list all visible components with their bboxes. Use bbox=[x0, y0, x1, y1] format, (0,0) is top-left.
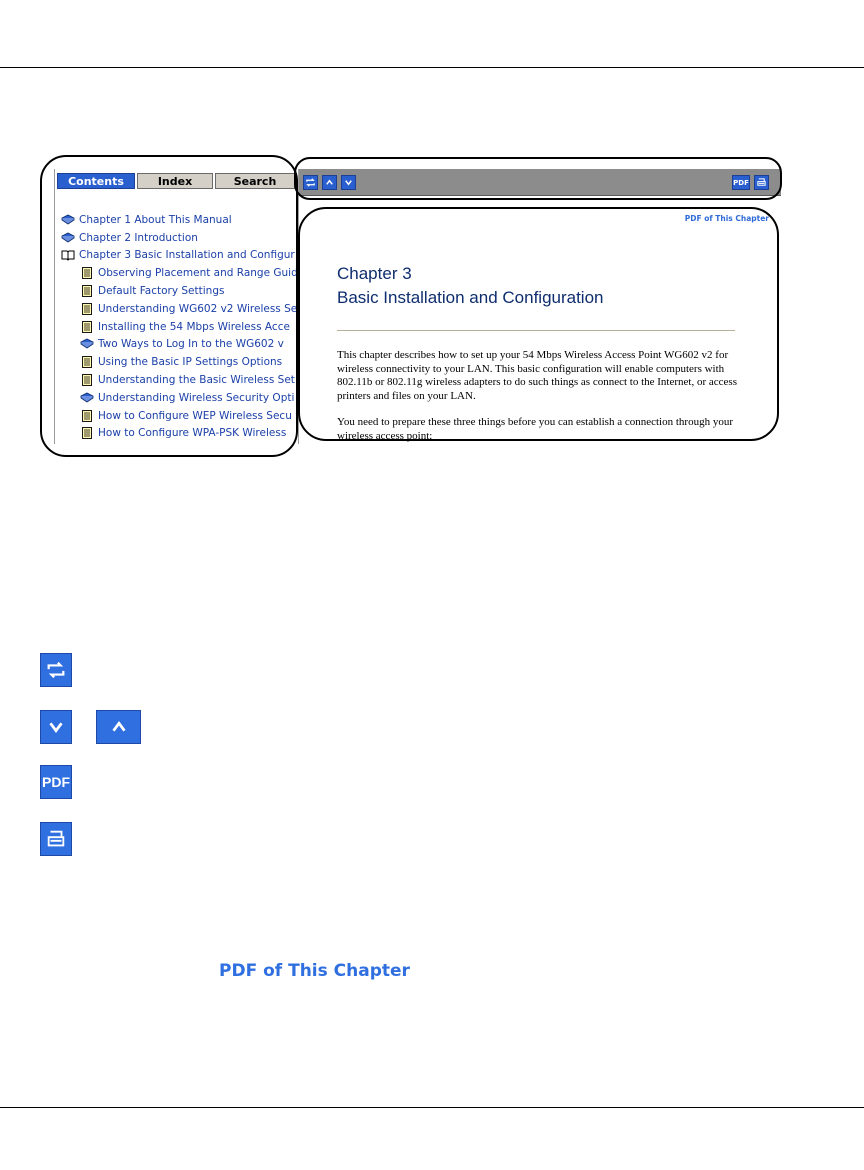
tab-index[interactable]: Index bbox=[137, 173, 213, 189]
callout-ring-toolbar bbox=[294, 157, 782, 200]
toc-item-label: Using the Basic IP Settings Options bbox=[98, 356, 283, 369]
sync-button-large bbox=[40, 653, 72, 687]
print-button-large bbox=[40, 822, 72, 856]
chapter-name: Basic Installation and Configuration bbox=[337, 288, 604, 307]
chapter-paragraph-2: You need to prepare these three things before you can establish a connection through your wireless access point: bbox=[337, 416, 733, 442]
footer-rule bbox=[0, 1107, 864, 1108]
toc-item-label: Chapter 2 Introduction bbox=[79, 231, 198, 244]
chapter-number: Chapter 3 bbox=[337, 264, 412, 283]
tab-search[interactable]: Search bbox=[215, 173, 295, 189]
toc-item-label: Understanding Wireless Security Opti bbox=[98, 391, 295, 404]
toc-item-label: How to Configure WPA-PSK Wireless bbox=[98, 427, 287, 440]
callout-ring-content bbox=[298, 207, 779, 441]
chevron-down-icon bbox=[45, 716, 67, 738]
pdf-button-large bbox=[40, 765, 72, 799]
toc-item-label: Chapter 3 Basic Installation and Configur bbox=[79, 249, 295, 262]
pdf-icon: PDF bbox=[733, 178, 749, 187]
toc-item-label: Chapter 1 About This Manual bbox=[79, 213, 232, 226]
callout-ring-navigation bbox=[40, 155, 298, 457]
printer-icon bbox=[45, 828, 67, 850]
toc-item-label: Default Factory Settings bbox=[98, 285, 225, 298]
pdf-of-chapter-link-large: PDF of This Chapter bbox=[219, 961, 410, 981]
toc-item-label: Understanding WG602 v2 Wireless Se bbox=[98, 302, 298, 315]
pdf-icon: PDF bbox=[42, 774, 70, 790]
toc-item-label: How to Configure WEP Wireless Secu bbox=[98, 409, 292, 422]
previous-button-large bbox=[96, 710, 141, 744]
chapter-paragraph-1: This chapter describes how to set up your 54 Mbps Wireless Access Point WG602 v2 for wireless connectivity to your LAN. This basic configuration will enable computers with 802.11b or 802.11g wireless adapters to do such things as connect to the Internet, or access printers and files on your LAN. bbox=[337, 349, 737, 402]
sync-icon bbox=[45, 659, 67, 681]
next-button-large bbox=[40, 710, 72, 744]
tab-contents[interactable]: Contents bbox=[57, 173, 135, 189]
pdf-of-chapter-link[interactable]: PDF of This Chapter bbox=[684, 214, 769, 223]
header-rule bbox=[0, 67, 864, 68]
toc-item-label: Installing the 54 Mbps Wireless Acce bbox=[98, 320, 290, 333]
toc-item-label: Understanding the Basic Wireless Set bbox=[98, 374, 295, 387]
toc-item-label: Observing Placement and Range Guid bbox=[98, 267, 298, 280]
chevron-up-icon bbox=[108, 716, 130, 738]
toc-item-label: Two Ways to Log In to the WG602 v bbox=[98, 338, 284, 351]
